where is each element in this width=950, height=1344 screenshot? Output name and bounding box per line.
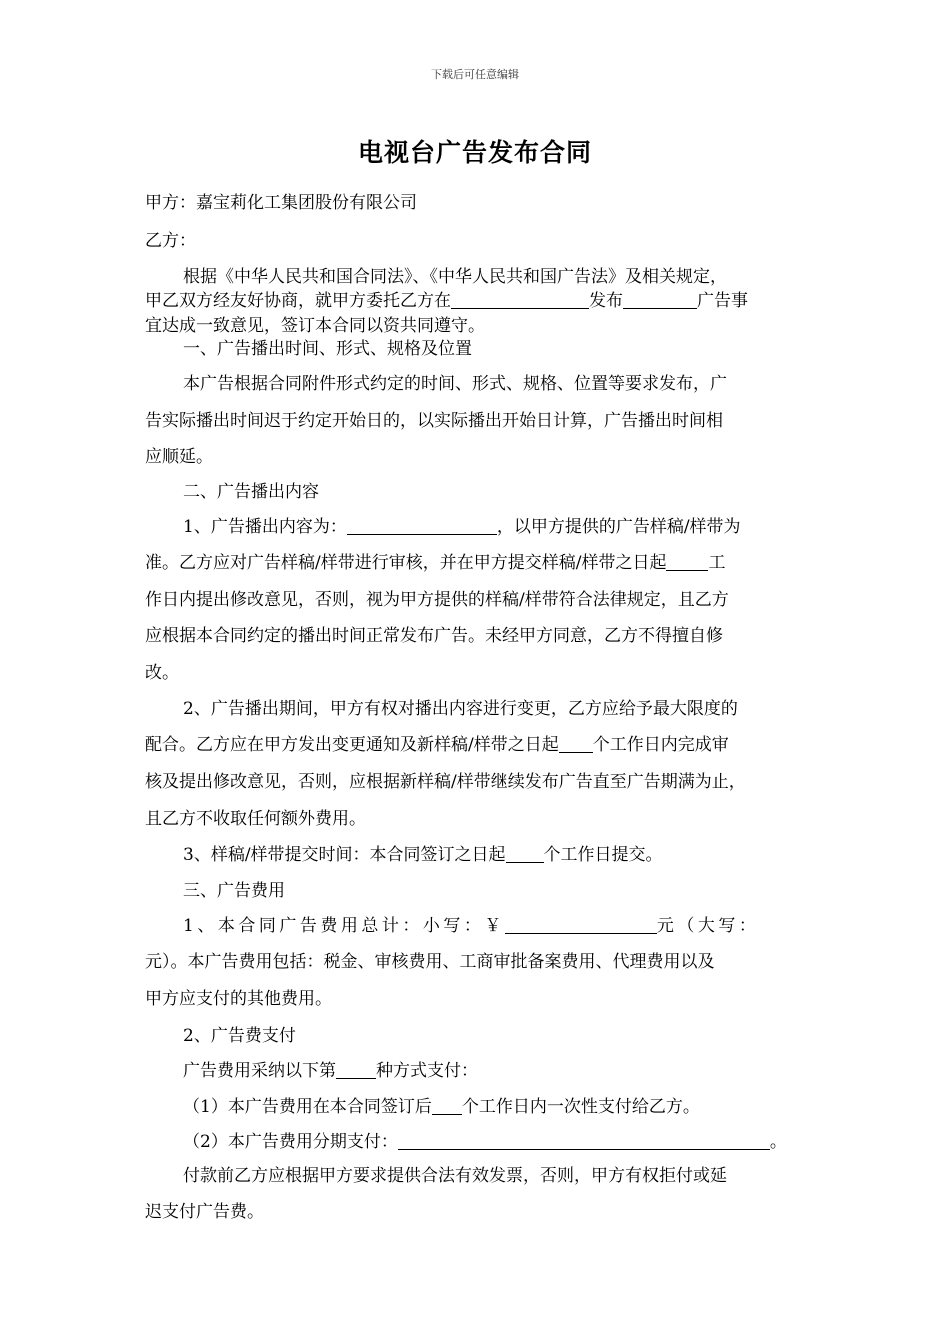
sec2-item3-text-b: 个工作日提交。 (543, 845, 663, 865)
sec2-item1-line-3: 作日内提出修改意见，否则，视为甲方提供的样稿/样带符合法律规定，且乙方 (145, 590, 729, 610)
sec3-item1-line-2: 元）。本广告费用包括：税金、审核费用、工商审批备案费用、代理费用以及 (145, 952, 715, 972)
payment-method-line (183, 1056, 815, 1081)
submit-days-blank (506, 845, 544, 863)
intro-text-c: 广告事 (697, 291, 748, 311)
sec3-item1-line-3: 甲方应支付的其他费用。 (145, 989, 332, 1009)
payment-option-1-text-a: （1）本广告费用在本合同签订后 (183, 1097, 432, 1117)
section-3-heading: 三、广告费用 (183, 881, 285, 901)
intro-text-a: 甲乙双方经友好协商，就甲方委托乙方在 (145, 291, 451, 311)
sec2-item2-line-4: 且乙方不收取任何额外费用。 (145, 809, 366, 829)
sec2-item1-text-d: 工 (708, 553, 726, 573)
sec1-line-3: 应顺延。 (145, 447, 213, 467)
payment-method-text-a: 广告费用采纳以下第 (183, 1061, 336, 1081)
document-title: 电视台广告发布合同 (357, 138, 592, 167)
lump-sum-days-blank (432, 1097, 462, 1115)
payment-option-2 (183, 1127, 853, 1152)
sec1-line-2: 告实际播出时间迟于约定开始日的，以实际播出开始日计算，广告播出时间相 (145, 411, 723, 431)
invoice-line-1: 付款前乙方应根据甲方要求提供合法有效发票，否则，甲方有权拒付或延 (183, 1166, 727, 1186)
amount-blank (505, 916, 657, 934)
payment-option-1 (183, 1092, 853, 1117)
section-1-heading: 一、广告播出时间、形式、规格及位置 (183, 339, 472, 359)
party-b-line: 乙方： (145, 231, 196, 251)
invoice-line-2: 迟支付广告费。 (145, 1202, 264, 1222)
sec1-line-1: 本广告根据合同附件形式约定的时间、形式、规格、位置等要求发布，广 (183, 374, 727, 394)
ad-type-blank (623, 291, 697, 309)
method-choice-blank (336, 1061, 376, 1079)
installment-blank (398, 1132, 770, 1150)
sec2-item1-text-a: 1、广告播出内容为： (183, 517, 347, 537)
sec2-item2-line-2 (145, 730, 815, 755)
sec3-item1-text-b: 元（大写： (656, 916, 760, 936)
payment-option-2-text-a: （2）本广告费用分期支付： (183, 1132, 398, 1152)
intro-line-3: 宜达成一致意见，签订本合同以资共同遵守。 (145, 316, 485, 336)
payment-option-2-text-b: 。 (769, 1132, 787, 1152)
content-blank (347, 517, 497, 535)
sec3-item1-text-a: 1、本合同广告费用总计：小写：￥ (183, 916, 505, 936)
review-days-blank (666, 553, 708, 571)
sec2-item2-text-b: 个工作日内完成审 (592, 735, 729, 755)
header-note: 下载后可任意编辑 (431, 68, 519, 81)
sec2-item1-line-1 (183, 512, 815, 537)
sec2-item3-text-a: 3、样稿/样带提交时间：本合同签订之日起 (183, 845, 506, 865)
sec2-item1-line-2 (145, 548, 815, 573)
party-a-line: 甲方：嘉宝莉化工集团股份有限公司 (145, 193, 417, 213)
sec3-item2-heading: 2、广告费支付 (183, 1026, 296, 1046)
payment-option-1-text-b: 个工作日内一次性支付给乙方。 (461, 1097, 700, 1117)
intro-line-1: 根据《中华人民共和国合同法》、《中华人民共和国广告法》及相关规定， (183, 267, 727, 287)
sec2-item1-line-5: 改。 (145, 663, 179, 683)
intro-line-2 (145, 286, 815, 311)
sec2-item1-text-c: 准。乙方应对广告样稿/样带进行审核，并在甲方提交样稿/样带之日起 (145, 553, 667, 573)
sec2-item2-text-a: 配合。乙方应在甲方发出变更通知及新样稿/样带之日起 (145, 735, 559, 755)
sec2-item1-text-b: ，以甲方提供的广告样稿/样带为 (496, 517, 741, 537)
payment-method-text-b: 种方式支付： (376, 1061, 478, 1081)
sec2-item3-line (183, 840, 815, 865)
intro-text-b: 发布 (589, 291, 623, 311)
change-days-blank (559, 735, 593, 753)
sec2-item1-line-4: 应根据本合同约定的播出时间正常发布广告。未经甲方同意，乙方不得擅自修 (145, 626, 723, 646)
sec2-item2-line-3: 核及提出修改意见，否则，应根据新样稿/样带继续发布广告直至广告期满为止， (145, 772, 746, 792)
sec2-item2-line-1: 2、广告播出期间，甲方有权对播出内容进行变更，乙方应给予最大限度的 (183, 699, 738, 719)
location-blank (451, 291, 589, 309)
section-2-heading: 二、广告播出内容 (183, 482, 319, 502)
sec3-item1-line-1 (183, 911, 815, 936)
